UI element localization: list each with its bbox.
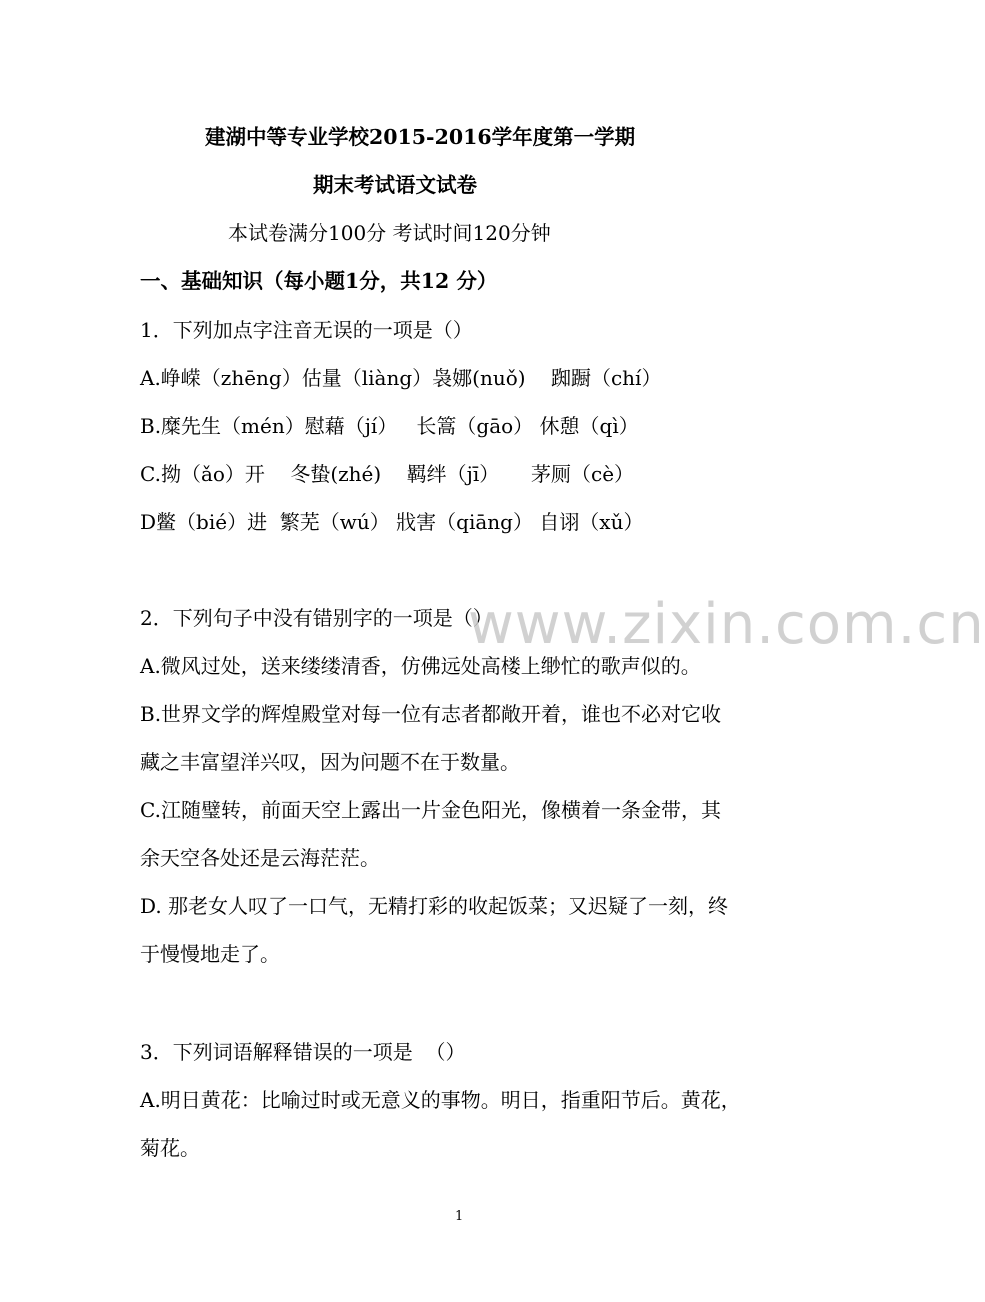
section-heading-basics: 一、基础知识（每小题1分，共12 分） <box>140 269 498 293</box>
question-2-option-d-line1: D. 那老女人叹了一口气，无精打彩的收起饭菜；又迟疑了一刻，终 <box>140 894 729 918</box>
site-watermark: www.zixin.com.cn <box>468 592 985 657</box>
exam-title-line2: 期末考试语文试卷 <box>313 173 477 197</box>
question-3-option-a-line1: A.明日黄花：比喻过时或无意义的事物。明日，指重阳节后。黄花， <box>140 1088 741 1112</box>
page-number: 1 <box>455 1209 464 1224</box>
exam-subtitle: 本试卷满分100分 考试时间120分钟 <box>228 221 551 245</box>
question-3-stem: 3．下列词语解释错误的一项是 （） <box>140 1040 466 1064</box>
question-2-option-d-line2: 于慢慢地走了。 <box>140 942 280 966</box>
question-1-stem: 1．下列加点字注音无误的一项是（） <box>140 318 473 342</box>
question-2-stem: 2．下列句子中没有错别字的一项是（） <box>140 606 493 630</box>
exam-title-line1: 建湖中等专业学校2015-2016学年度第一学期 <box>205 125 636 149</box>
question-2-option-b-line2: 藏之丰富望洋兴叹，因为问题不在于数量。 <box>140 750 520 774</box>
question-1-option-c: C.拗（ǎo）开 冬蛰(zhé) 羁绊（jī） 茅厕（cè） <box>140 462 635 486</box>
question-2-option-c-line2: 余天空各处还是云海茫茫。 <box>140 846 380 870</box>
question-1-option-d: D鳖（bié）进 繁芜（wú） 戕害（qiāng） 自诩（xǔ） <box>140 510 644 534</box>
question-2-option-b-line1: B.世界文学的辉煌殿堂对每一位有志者都敞开着，谁也不必对它收 <box>140 702 722 726</box>
question-1-option-b: B.糜先生（mén）慰藉（jí） 长篙（gāo） 休憩（qì） <box>140 414 639 438</box>
question-1-option-a: A.峥嵘（zhēng）估量（liàng）袅娜(nuǒ) 踟蹰（chí） <box>140 366 662 390</box>
question-3-option-a-line2: 菊花。 <box>140 1136 200 1160</box>
question-2-option-a: A.微风过处，送来缕缕清香，仿佛远处高楼上缈忙的歌声似的。 <box>140 654 701 678</box>
question-2-option-c-line1: C.江随璧转，前面天空上露出一片金色阳光，像横着一条金带，其 <box>140 798 721 822</box>
